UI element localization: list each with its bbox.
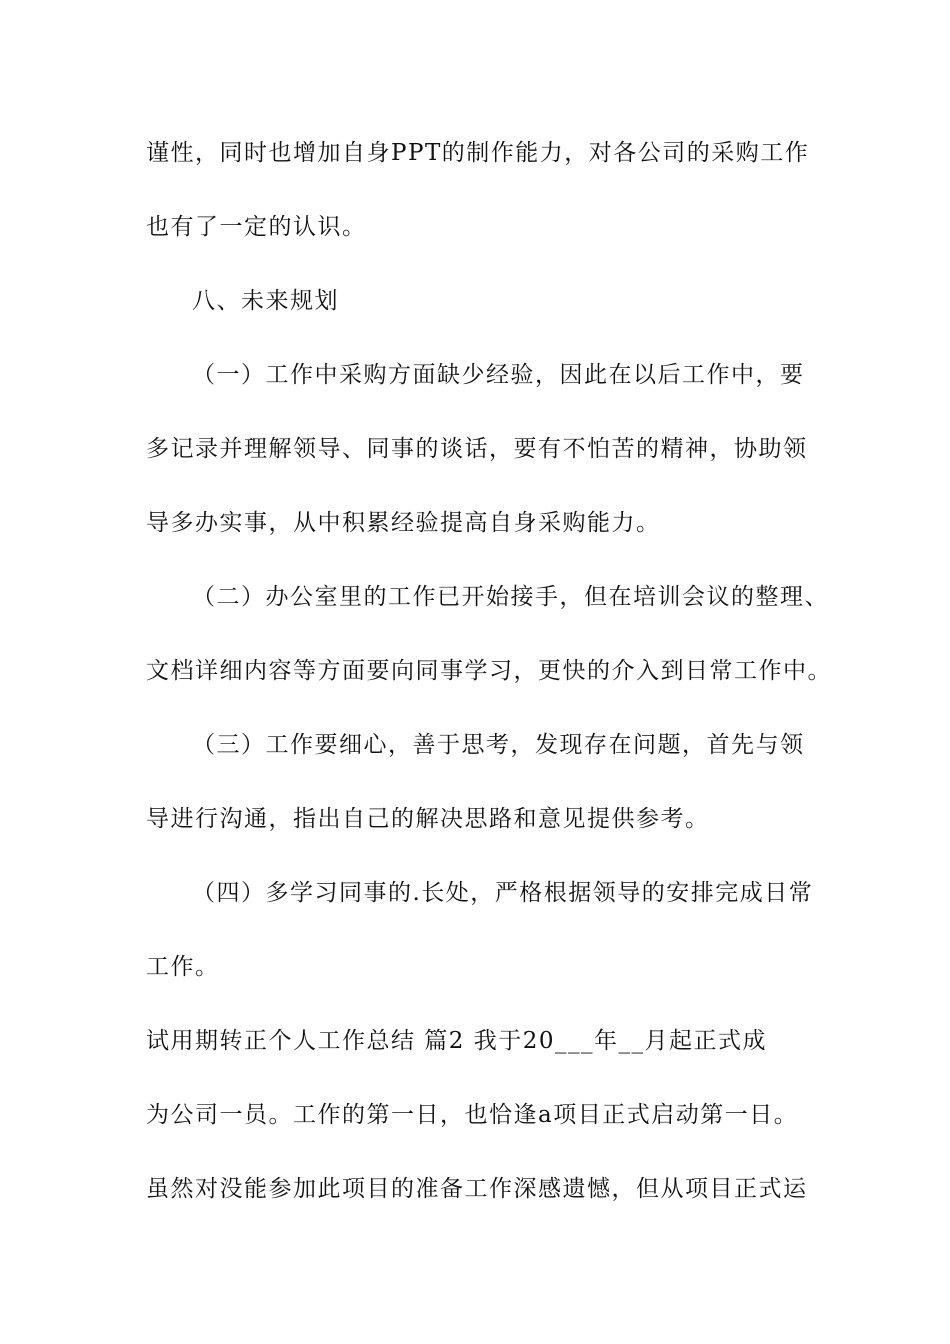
text-line-13: 试用期转正个人工作总结 篇2 我于20___年__月起正式成 — [146, 1028, 768, 1054]
text-line-11: （四）多学习同事的.长处，严格根据领导的安排完成日常 — [192, 880, 814, 906]
text-line-15: 虽然对没能参加此项目的准备工作深感遗憾，但从项目正式运 — [146, 1176, 808, 1202]
text-line-5: 多记录并理解领导、同事的谈话，要有不怕苦的精神，协助领 — [146, 436, 808, 462]
text-line-10: 导进行沟通，指出自己的解决思路和意见提供参考。 — [146, 806, 710, 832]
text-line-9: （三）工作要细心，善于思考，发现存在问题，首先与领 — [192, 732, 805, 758]
section-heading: 八、未来规划 — [192, 288, 339, 314]
text-line-8: 文档详细内容等方面要向同事学习，更快的介入到日常工作中。 — [146, 658, 832, 684]
text-line-6: 导多办实事，从中积累经验提高自身采购能力。 — [146, 510, 661, 536]
text-line-1: 谨性，同时也增加自身PPT的制作能力，对各公司的采购工作 — [146, 140, 810, 166]
text-line-4: （一）工作中采购方面缺少经验，因此在以后工作中，要 — [192, 362, 805, 388]
text-line-14: 为公司一员。工作的第一日，也恰逢a项目正式启动第一日。 — [146, 1102, 799, 1128]
text-line-2: 也有了一定的认识。 — [146, 214, 367, 240]
text-line-7: （二）办公室里的工作已开始接手，但在培训会议的整理、 — [192, 584, 829, 610]
text-line-12: 工作。 — [146, 954, 220, 980]
